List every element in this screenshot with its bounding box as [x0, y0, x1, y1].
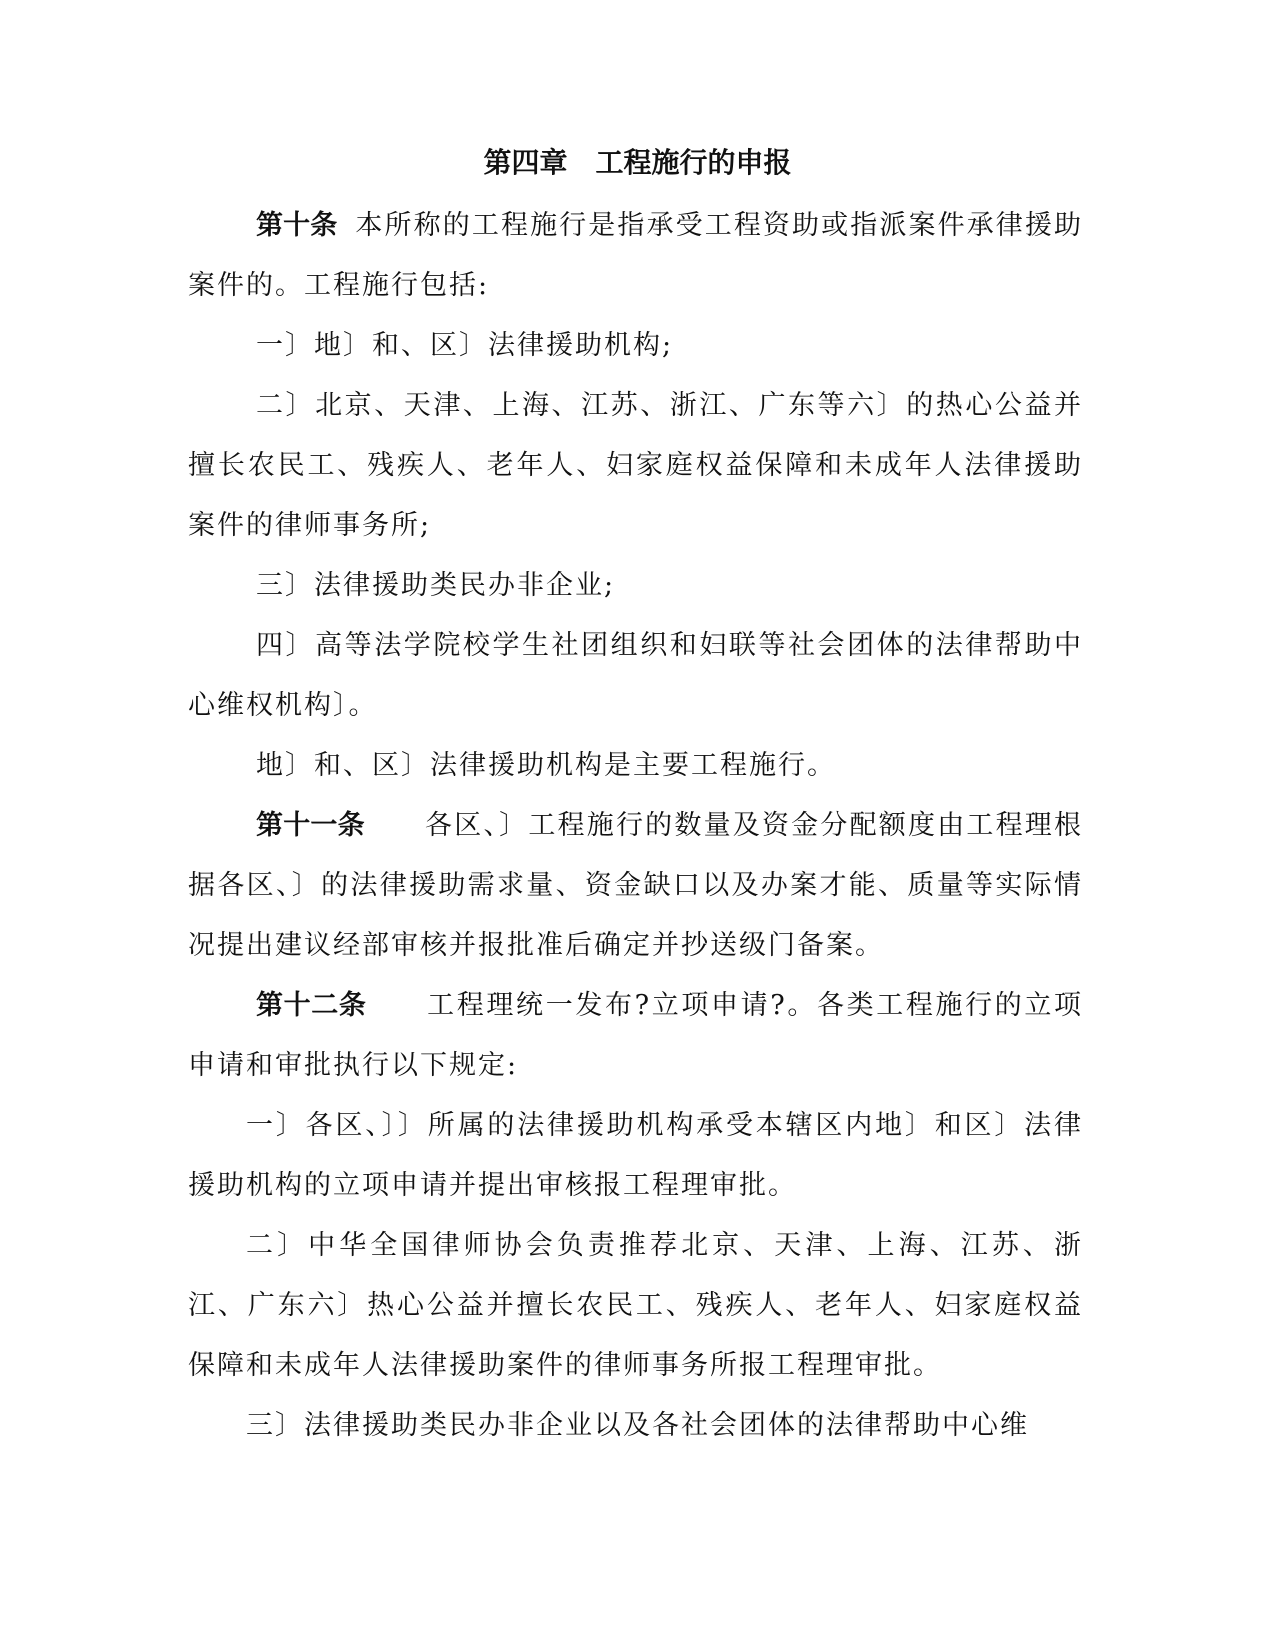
list-item: 二〕中华全国律师协会负责推荐北京、天津、上海、江苏、浙江、广东六〕热心公益并擅长农民工、残疾人、老年人、妇家庭权益保障和未成年人法律援助案件的律师事务所报工程理审批。 [188, 1230, 1083, 1381]
article-closing: 地〕和、区〕法律援助机构是主要工程施行。 [256, 750, 836, 781]
article-text: 本所称的工程施行是指承受工程资助或指派案件承律援助案件的。工程施行包括: [188, 210, 1084, 301]
chapter-title: 第四章 工程施行的申报 [483, 146, 792, 179]
article-heading: 第十一条 [256, 810, 365, 841]
document-body [188, 196, 1083, 1456]
list-item: 一〕地〕和、区〕法律援助机构; [256, 330, 674, 361]
list-item: 三〕法律援助类民办非企业以及各社会团体的法律帮助中心维 [246, 1410, 1029, 1441]
article-heading: 第十条 [256, 210, 338, 241]
article-12 [188, 976, 1083, 1096]
article-10 [188, 196, 1083, 316]
list-item: 四〕高等法学院校学生社团组织和妇联等社会团体的法律帮助中心维权机构〕。 [188, 630, 1083, 721]
article-text: 工程理统一发布?立项申请?。各类工程施行的立项申请和审批执行以下规定: [188, 990, 1084, 1081]
article-11 [188, 796, 1083, 976]
article-text: 各区、〕工程施行的数量及资金分配额度由工程理根据各区、〕的法律援助需求量、资金缺口以及办案才能、质量等实际情况提出建议经部审核并报批准后确定并抄送级门备案。 [188, 810, 1084, 961]
list-item: 三〕法律援助类民办非企业; [256, 570, 616, 601]
list-item: 一〕各区、〕〕所属的法律援助机构承受本辖区内地〕和区〕法律援助机构的立项申请并提出审核报工程理审批。 [188, 1110, 1083, 1201]
list-item: 二〕北京、天津、上海、江苏、浙江、广东等六〕的热心公益并擅长农民工、残疾人、老年人、妇家庭权益保障和未成年人法律援助案件的律师事务所; [188, 390, 1083, 541]
article-heading: 第十二条 [256, 990, 367, 1021]
